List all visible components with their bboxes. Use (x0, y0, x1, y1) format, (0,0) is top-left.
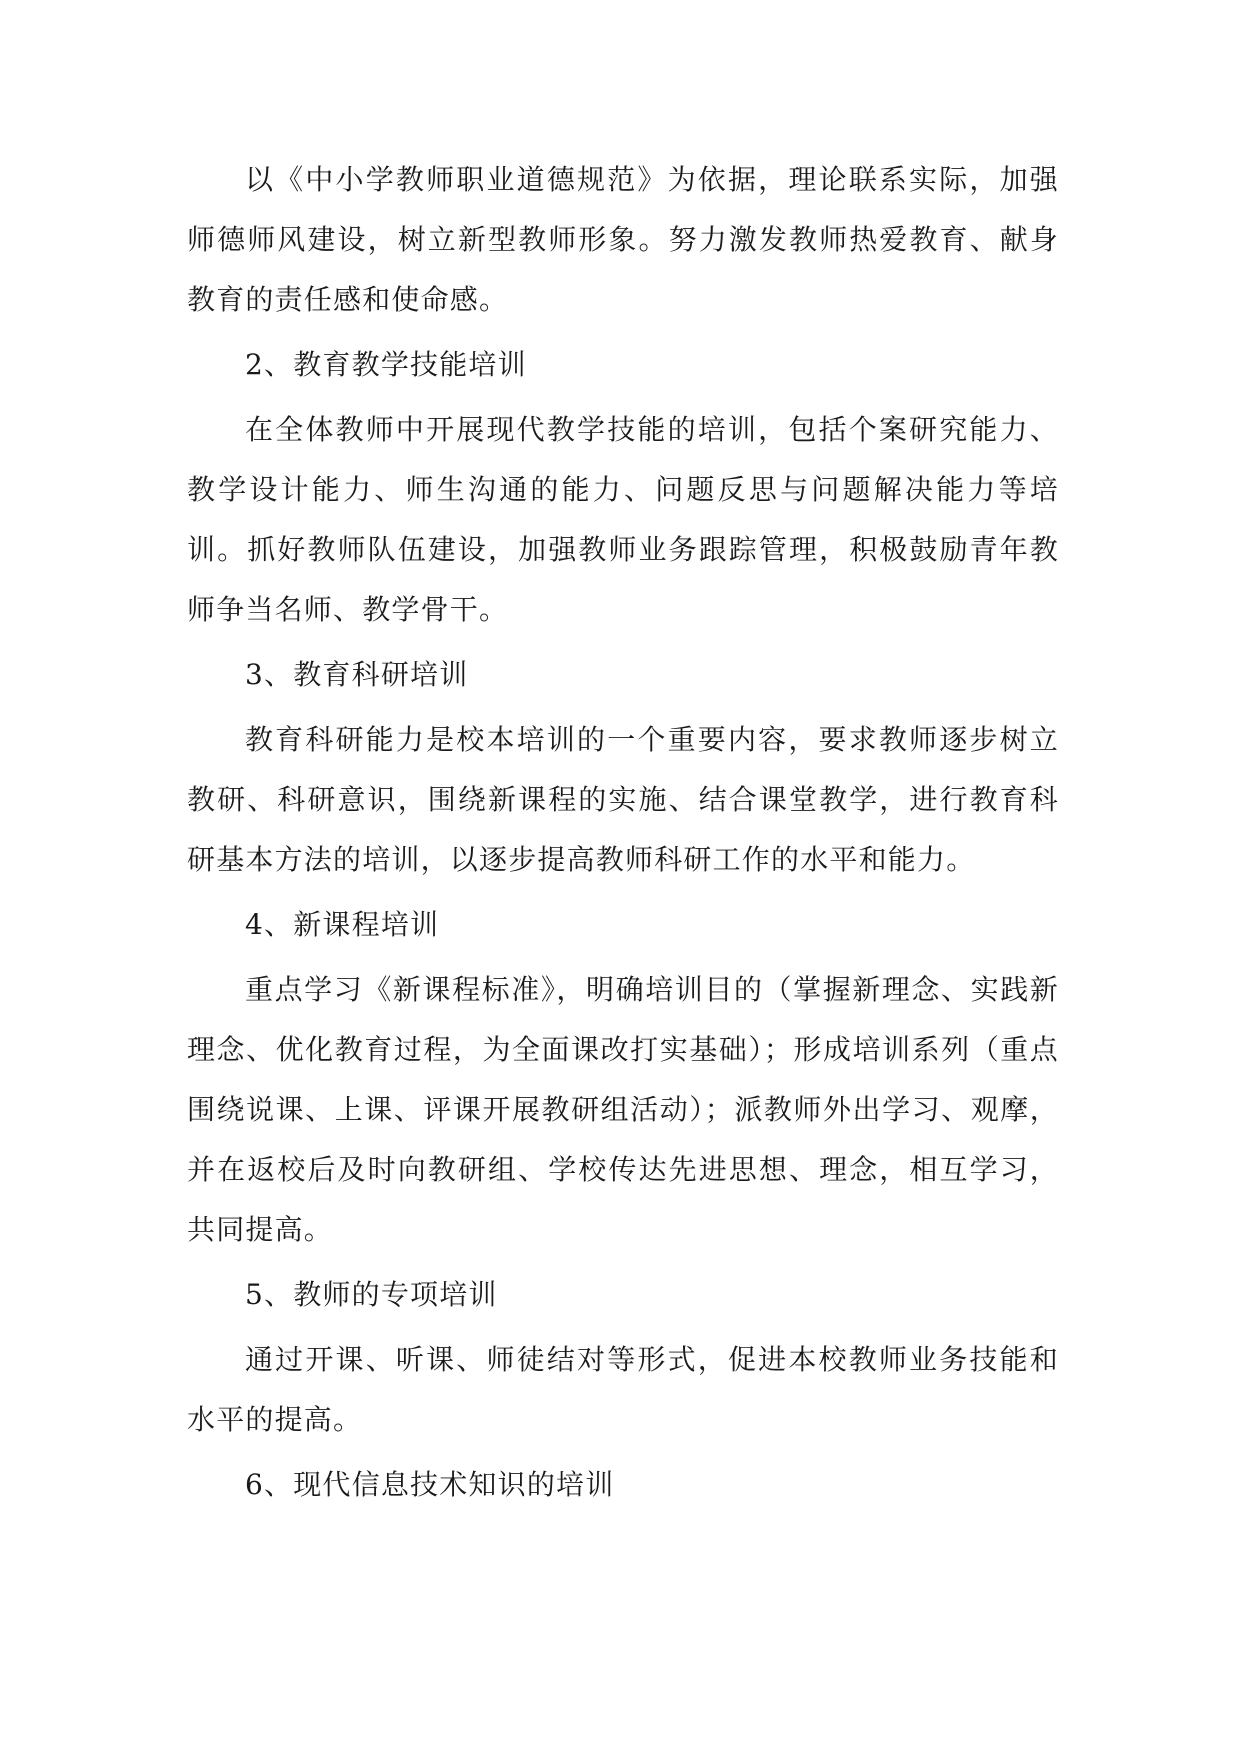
document-body (187, 150, 1059, 1520)
section-heading-3: 3、教育科研培训 (245, 658, 469, 691)
section-heading-5: 5、教师的专项培训 (245, 1278, 498, 1311)
paragraph-research: 教育科研能力是校本培训的一个重要内容，要求教师逐步树立教研、科研意识，围绕新课程的实施、结合课堂教学，进行教育科研基本方法的培训，以逐步提高教师科研工作的水平和能力。 (187, 723, 1059, 876)
section-heading-2: 2、教育教学技能培训 (245, 348, 527, 381)
paragraph-special-training: 通过开课、听课、师徒结对等形式，促进本校教师业务技能和水平的提高。 (187, 1343, 1059, 1436)
section-heading-4: 4、新课程培训 (245, 908, 440, 941)
paragraph-teaching-skills: 在全体教师中开展现代教学技能的培训，包括个案研究能力、教学设计能力、师生沟通的能力、问题反思与问题解决能力等培训。抓好教师队伍建设，加强教师业务跟踪管理，积极鼓励青年教师争当名师、教学骨干。 (187, 413, 1059, 626)
paragraph-new-curriculum: 重点学习《新课程标准》，明确培训目的（掌握新理念、实践新理念、优化教育过程，为全面课改打实基础）；形成培训系列（重点围绕说课、上课、评课开展教研组活动）；派教师外出学习、观摩，并在返校后及时向教研组、学校传达先进思想、理念，相互学习，共同提高。 (187, 973, 1059, 1246)
section-heading-6: 6、现代信息技术知识的培训 (245, 1468, 615, 1501)
paragraph-ethics: 以《中小学教师职业道德规范》为依据，理论联系实际，加强师德师风建设，树立新型教师形象。努力激发教师热爱教育、献身教育的责任感和使命感。 (187, 163, 1059, 316)
